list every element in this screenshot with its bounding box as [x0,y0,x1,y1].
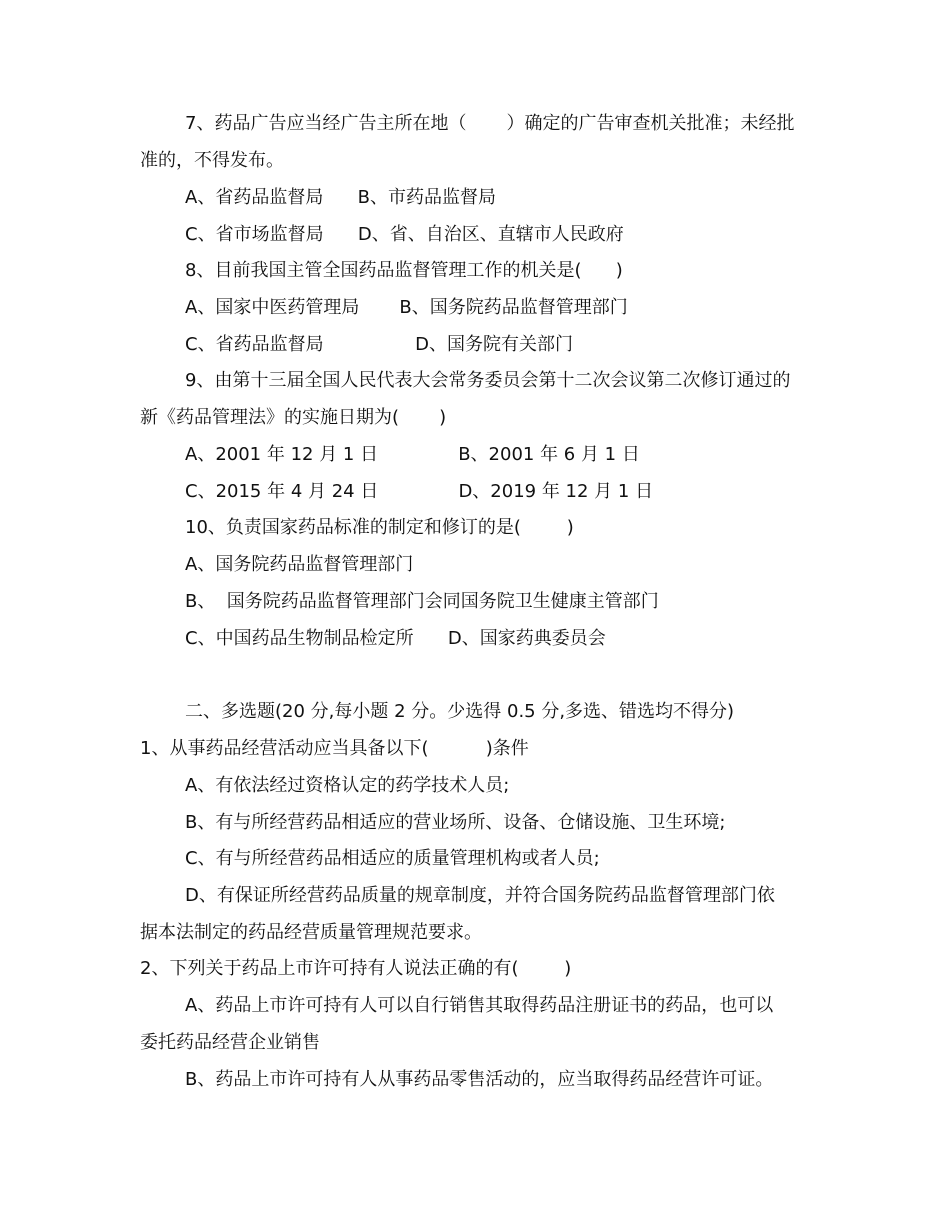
mc-question-2-option-b: B、药品上市许可持有人从事药品零售活动的，应当取得药品经营许可证。 [185,1069,774,1090]
question-7-line-2: 准的，不得发布。 [140,150,284,171]
mc-question-1-option-d-line-1: D、有保证所经营药品质量的规章制度，并符合国务院药品监督管理部门依 [185,885,775,906]
question-10: 10、负责国家药品标准的制定和修订的是( ) [185,517,574,538]
question-9-line-1: 9、由第十三届全国人民代表大会常务委员会第十二次会议第二次修订通过的 [185,370,791,391]
mc-question-1-option-d-line-2: 据本法制定的药品经营质量管理规范要求。 [140,922,482,943]
mc-question-1: 1、从事药品经营活动应当具备以下( )条件 [140,738,529,759]
question-7-line-1: 7、药品广告应当经广告主所在地（ ）确定的广告审查机关批准；未经批 [185,113,795,134]
question-8-options-ab: A、国家中医药管理局 B、国务院药品监督管理部门 [185,297,628,318]
question-9-options-cd: C、2015 年 4 月 24 日 D、2019 年 12 月 1 日 [185,481,654,502]
question-10-option-b: B、 国务院药品监督管理部门会同国务院卫生健康主管部门 [185,591,659,612]
question-8-options-cd: C、省药品监督局 D、国务院有关部门 [185,334,573,355]
question-9-line-2: 新《药品管理法》的实施日期为( ) [140,407,447,428]
question-9-options-ab: A、2001 年 12 月 1 日 B、2001 年 6 月 1 日 [185,444,640,465]
question-7-options-ab: A、省药品监督局 B、市药品监督局 [185,187,496,208]
mc-question-1-option-a: A、有依法经过资格认定的药学技术人员; [185,775,510,796]
mc-question-1-option-c: C、有与所经营药品相适应的质量管理机构或者人员; [185,848,600,869]
section-heading-multiple-choice: 二、多选题(20 分,每小题 2 分。少选得 0.5 分,多选、错选均不得分) [185,701,735,722]
mc-question-1-option-b: B、有与所经营药品相适应的营业场所、设备、仓储设施、卫生环境; [185,812,726,833]
mc-question-2: 2、下列关于药品上市许可持有人说法正确的有( ) [140,958,572,979]
mc-question-2-option-a-line-1: A、药品上市许可持有人可以自行销售其取得药品注册证书的药品，也可以 [185,995,774,1016]
question-10-option-a: A、国务院药品监督管理部门 [185,554,414,575]
question-7-options-cd: C、省市场监督局 D、省、自治区、直辖市人民政府 [185,224,624,245]
question-8: 8、目前我国主管全国药品监督管理工作的机关是( ) [185,260,623,281]
question-10-options-cd: C、中国药品生物制品检定所 D、国家药典委员会 [185,628,606,649]
mc-question-2-option-a-line-2: 委托药品经营企业销售 [140,1032,320,1053]
